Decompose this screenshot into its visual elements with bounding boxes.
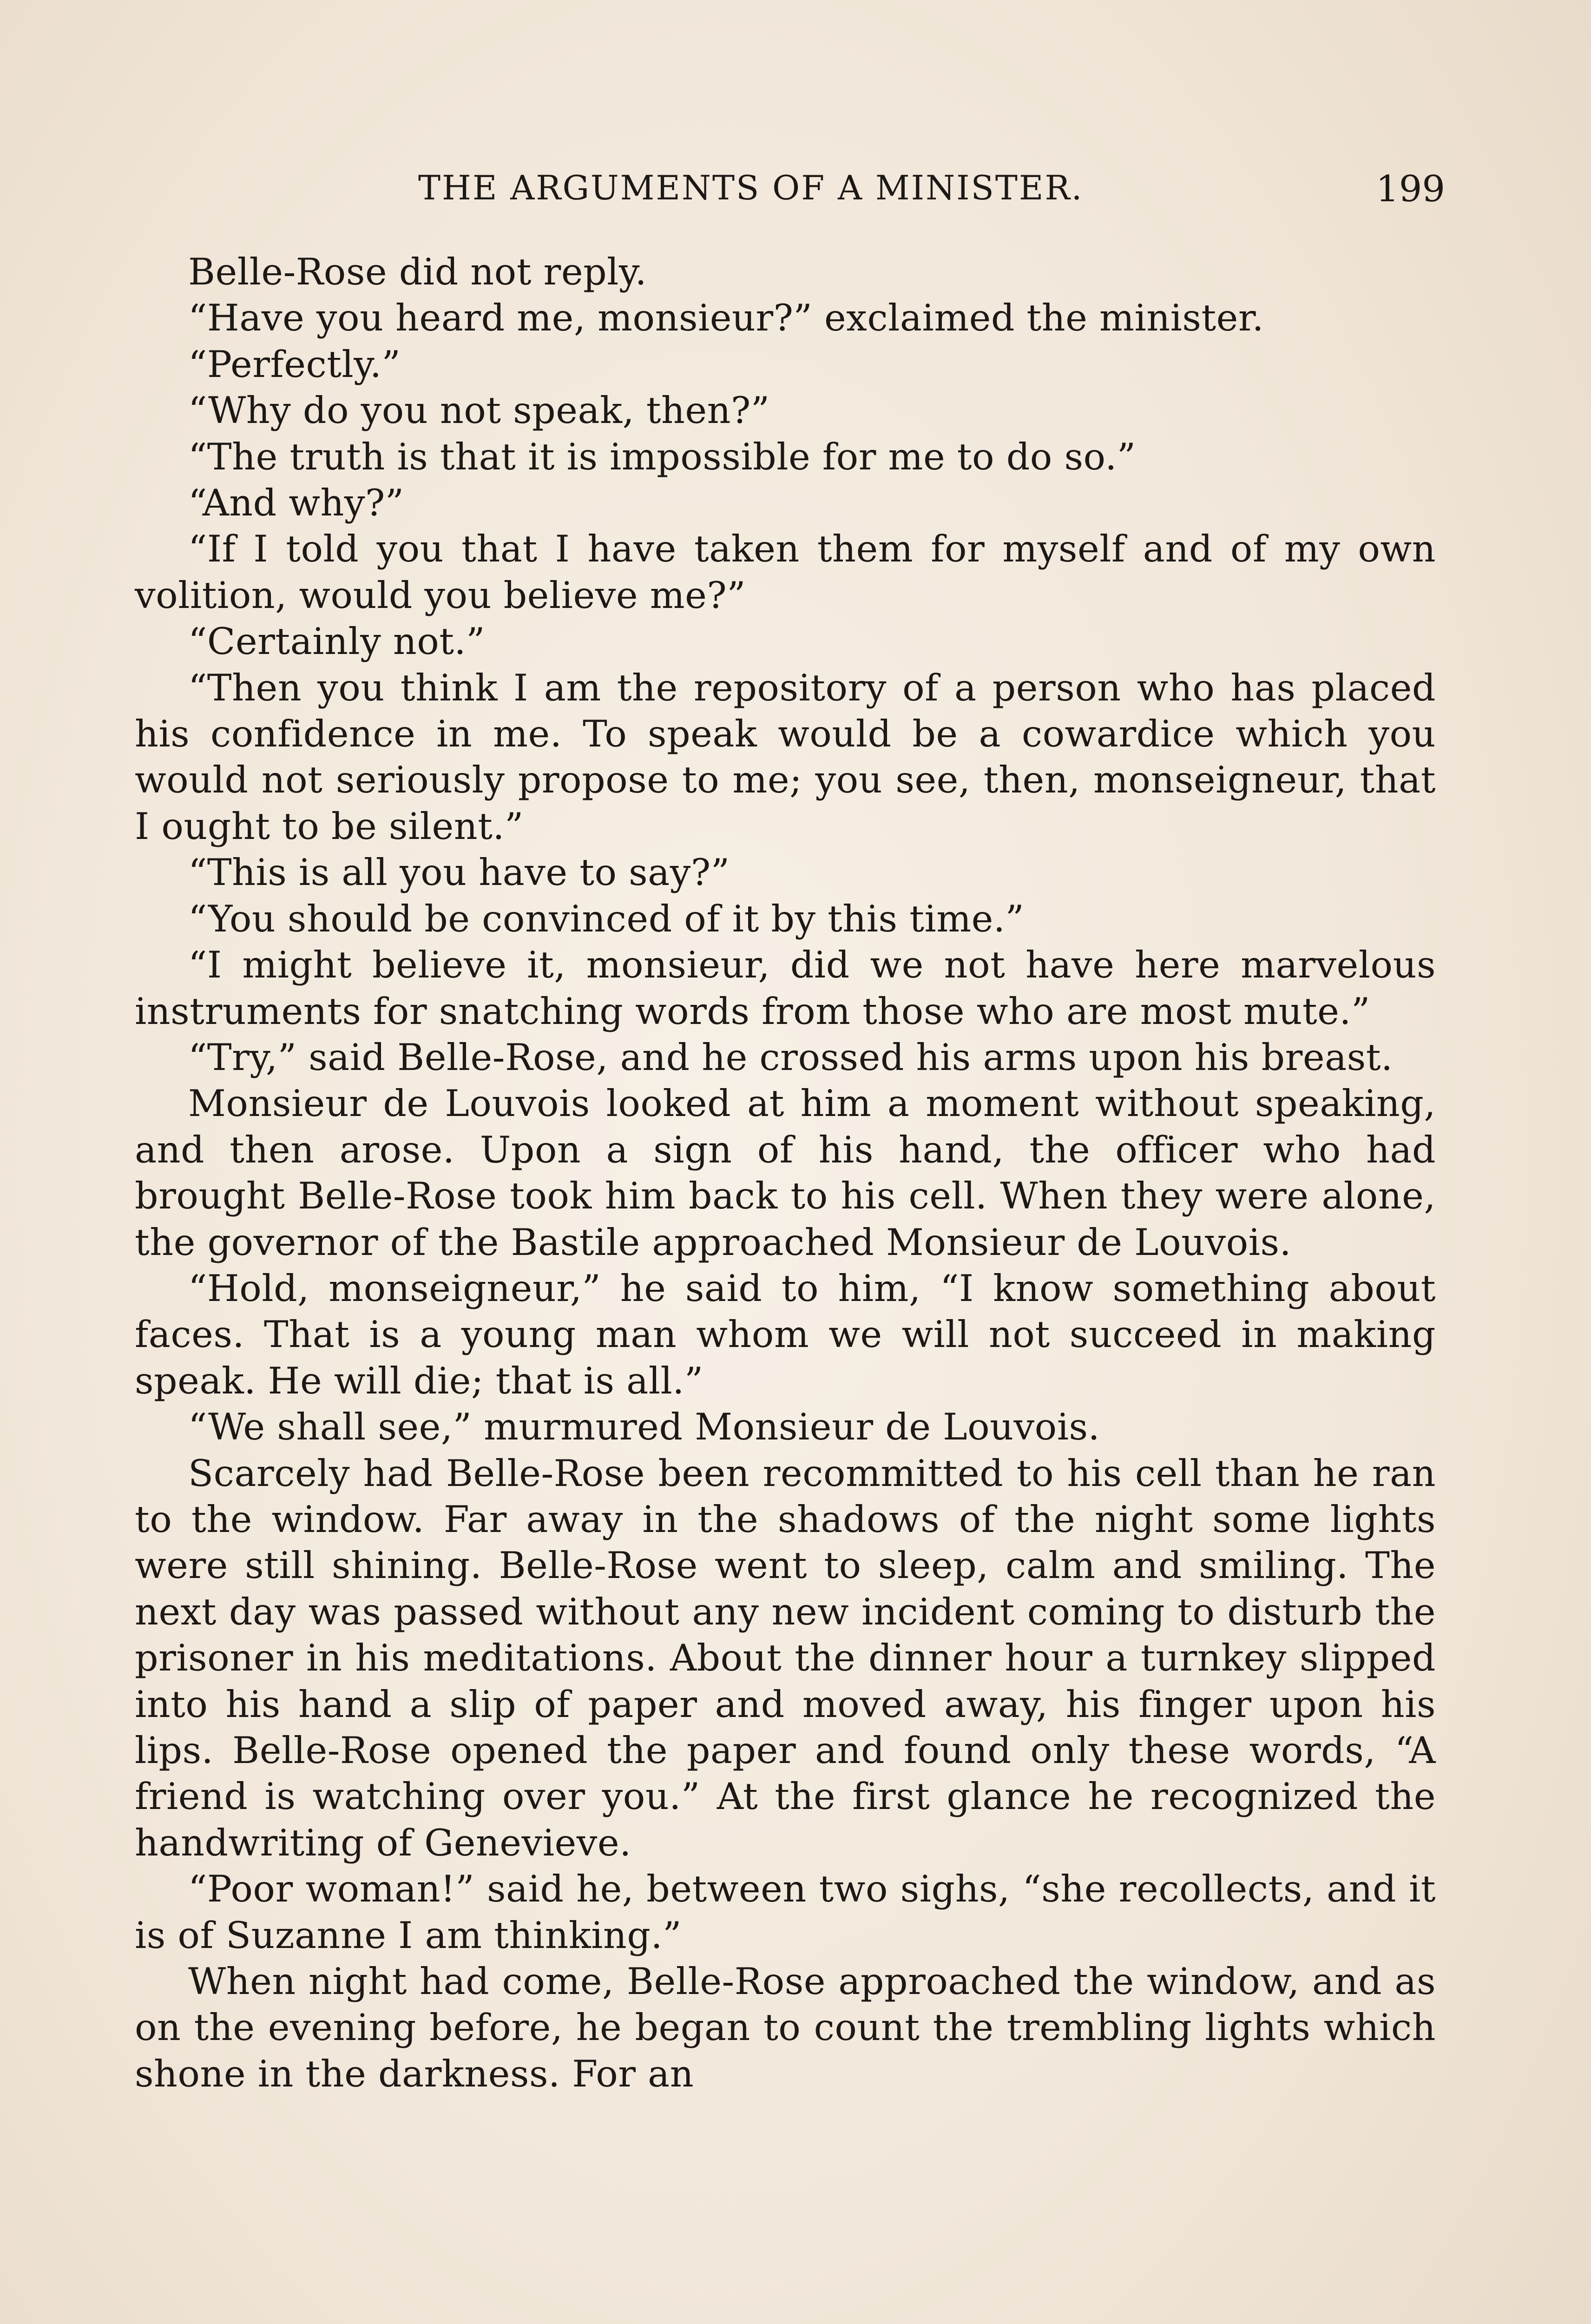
- paragraph: “Hold, monseigneur,” he said to him, “I know something about faces. That is a young man whom we will not succeed in making speak. He will die; that is all.”: [135, 1267, 1436, 1402]
- paragraph: “Then you think I am the repository of a person who has placed his confidence in me. To speak would be a cowardice which you would not seriously propose to me; you see, then, monseigneur, that I ought to be silent.”: [135, 666, 1436, 848]
- paragraph: “Certainly not.”: [188, 620, 486, 663]
- paragraph: When night had come, Belle-Rose approached the window, and as on the evening before, he began to count the trembling lights which shone in the darkness. For an: [135, 1960, 1436, 2095]
- paragraph: “Have you heard me, monsieur?” exclaimed the minister.: [188, 297, 1264, 340]
- paragraph: “Perfectly.”: [188, 343, 401, 386]
- paragraph: “Try,” said Belle-Rose, and he crossed his arms upon his breast.: [188, 1036, 1393, 1079]
- page-number: 199: [1376, 168, 1445, 210]
- book-page: [135, 158, 1445, 2324]
- paragraph: Monsieur de Louvois looked at him a moment without speaking, and then arose. Upon a sign of his hand, the officer who had brought Belle-Rose took him back to his cell. When they were alone, the governor of the Bastile approached Monsieur de Louvois.: [135, 1082, 1436, 1264]
- paragraph: Scarcely had Belle-Rose been recommitted to his cell than he ran to the window. Far away in the shadows of the night some lights were still shining. Belle-Rose went to sleep, calm and smiling. The next day was passed without any new incident coming to disturb the prisoner in his meditations. About the dinner hour a turnkey slipped into his hand a slip of paper and moved away, his finger upon his lips. Belle-Rose opened the paper and found only these words, “A friend is watching over you.” At the first glance he recognized the handwriting of Genevieve.: [135, 1452, 1436, 1864]
- paragraph: Belle-Rose did not reply.: [188, 251, 647, 293]
- paragraph: “Why do you not speak, then?”: [188, 389, 770, 432]
- running-head: THE ARGUMENTS OF A MINISTER.: [418, 168, 1084, 207]
- paragraph: “Poor woman!” said he, between two sighs, “she recollects, and it is of Suzanne I am thinking.”: [135, 1868, 1436, 1957]
- paragraph: “If I told you that I have taken them for myself and of my own volition, would you believe me?”: [135, 528, 1436, 617]
- paragraph: “We shall see,” murmured Monsieur de Louvois.: [188, 1406, 1100, 1449]
- paragraph: “This is all you have to say?”: [188, 851, 730, 894]
- paragraph: “And why?”: [188, 482, 404, 525]
- paragraph: “I might believe it, monsieur, did we not have here marvelous instruments for snatching words from those who are most mute.”: [135, 944, 1436, 1033]
- body-text: [135, 249, 1436, 2097]
- page-header: [135, 158, 1445, 218]
- paragraph: “You should be convinced of it by this time.”: [188, 897, 1025, 940]
- paragraph: “The truth is that it is impossible for me to do so.”: [188, 435, 1136, 478]
